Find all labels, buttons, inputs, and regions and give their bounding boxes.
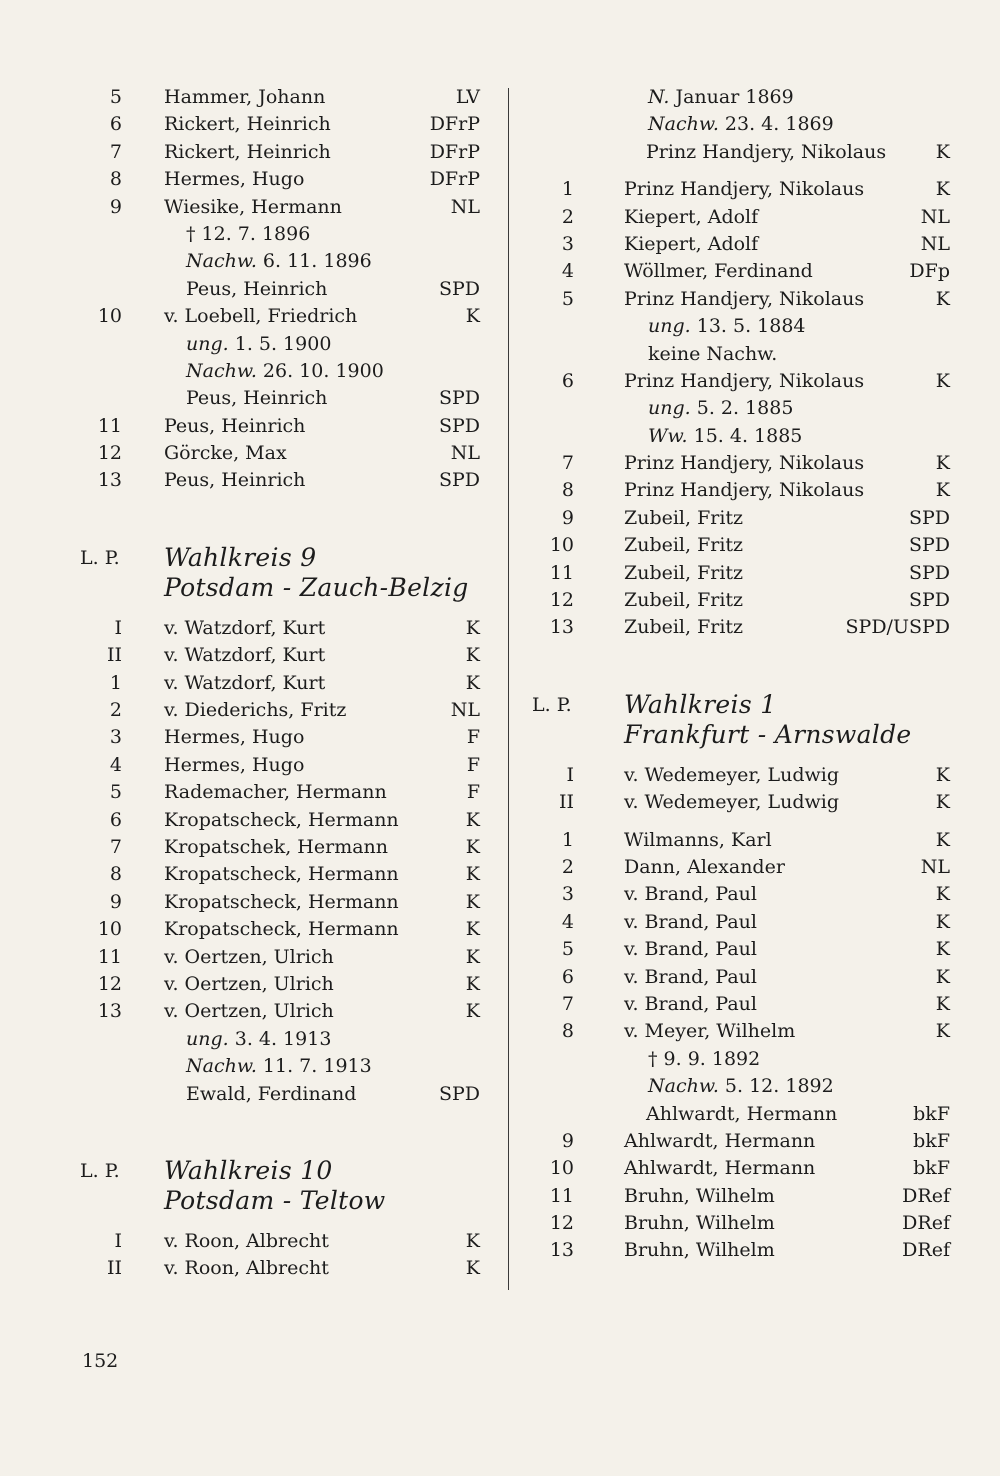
table-row [532, 1073, 950, 1100]
table-row [80, 971, 480, 998]
period-number: 9 [109, 195, 122, 218]
period-number: 11 [549, 561, 574, 584]
deputy-name: Rickert, Heinrich [164, 113, 331, 136]
deputy-name: Hermes, Hugo [164, 168, 305, 191]
constituency-name: Potsdam - Zauch-Belzig [164, 572, 469, 602]
party-label: NL [920, 855, 950, 878]
period-number: 10 [549, 1157, 574, 1180]
successor-name: Ewald, Ferdinand [186, 1082, 357, 1105]
party-label: NL [450, 442, 480, 465]
deputy-name: Prinz Handjery, Nikolaus [624, 287, 865, 310]
party-label: K [935, 883, 950, 906]
table-row [532, 762, 950, 789]
legislative-period-label: L. P. [80, 1159, 120, 1182]
note-abbrev: Nachw. [186, 250, 257, 273]
party-label: SPD [908, 589, 950, 612]
deputy-name: Prinz Handjery, Nikolaus [624, 369, 865, 392]
constituency-heading [80, 541, 480, 575]
constituency-heading [532, 688, 950, 722]
table-row [80, 413, 480, 440]
heading-spacer [80, 1218, 480, 1228]
note-abbrev: N. [648, 86, 670, 108]
party-label: K [935, 828, 950, 851]
table-row [80, 194, 480, 221]
legislative-period-label: L. P. [532, 693, 572, 716]
party-label: K [935, 910, 950, 933]
constituency-heading [80, 1154, 480, 1188]
table-row [80, 670, 480, 697]
deputy-name: Hermes, Hugo [164, 753, 305, 776]
period-number: 11 [549, 1184, 574, 1207]
table-row [532, 1101, 950, 1128]
deputy-name: Bruhn, Wilhelm [624, 1212, 775, 1235]
period-number: 13 [549, 1239, 574, 1262]
table-row [532, 231, 950, 258]
table-row [532, 204, 950, 231]
deputy-name: Prinz Handjery, Nikolaus [624, 479, 865, 502]
note-text: Nachw. 5. 12. 1892 [648, 1075, 834, 1098]
period-number: 12 [549, 1212, 574, 1235]
note-abbrev: ung. [186, 1027, 229, 1050]
note-abbrev: Nachw. [186, 1055, 257, 1078]
deputy-name: Kropatscheck, Hermann [164, 863, 399, 886]
deputy-name: Ahlwardt, Hermann [624, 1129, 816, 1152]
period-number: 8 [109, 863, 122, 886]
note-abbrev: Ww. [648, 424, 688, 447]
deputy-name: v. Meyer, Wilhelm [624, 1020, 796, 1043]
deputy-name: Kropatscheck, Hermann [164, 918, 399, 941]
table-row [80, 440, 480, 467]
table-row [532, 936, 950, 963]
table-row [80, 779, 480, 806]
party-label: F [466, 726, 480, 749]
table-row [532, 84, 950, 111]
period-number: 13 [97, 1000, 122, 1023]
party-label: K [465, 918, 480, 941]
deputy-name: Rademacher, Hermann [164, 781, 387, 804]
party-label: DFrP [429, 140, 480, 163]
constituency-name-row [80, 1184, 480, 1218]
table-row [532, 139, 950, 166]
table-row [532, 505, 950, 532]
note-text: ung. 5. 2. 1885 [648, 397, 794, 420]
deputy-name: Rickert, Heinrich [164, 140, 331, 163]
party-label: DFrP [429, 168, 480, 191]
deputy-name: v. Diederichs, Fritz [164, 699, 347, 722]
successor-name: Peus, Heinrich [186, 277, 328, 300]
constituency-number: Wahlkreis 10 [164, 1155, 333, 1185]
period-number: 13 [97, 469, 122, 492]
period-number: 13 [549, 616, 574, 639]
party-label: NL [920, 205, 950, 228]
table-row [80, 1255, 480, 1282]
table-row [532, 111, 950, 138]
deputy-name: Bruhn, Wilhelm [624, 1239, 775, 1262]
party-label: K [935, 763, 950, 786]
period-number: 11 [97, 414, 122, 437]
deputy-name: v. Watzdorf, Kurt [164, 671, 326, 694]
period-number: 10 [97, 918, 122, 941]
note-text: † 12. 7. 1896 [186, 222, 311, 245]
table-row [80, 139, 480, 166]
note-text: † 9. 9. 1892 [648, 1047, 761, 1070]
deputy-name: Zubeil, Fritz [624, 589, 744, 612]
party-label: K [935, 479, 950, 502]
deputy-name: v. Wedemeyer, Ludwig [624, 763, 840, 786]
period-number: 7 [109, 835, 122, 858]
table-row [80, 331, 480, 358]
party-label: DFrP [429, 113, 480, 136]
party-label: K [935, 287, 950, 310]
period-number: 2 [561, 855, 574, 878]
period-number: 7 [109, 140, 122, 163]
table-row [80, 166, 480, 193]
note-abbrev: ung. [186, 332, 229, 355]
party-label: SPD [438, 414, 480, 437]
successor-name: Ahlwardt, Hermann [646, 1102, 838, 1125]
party-label: F [466, 753, 480, 776]
table-row [80, 303, 480, 330]
table-row [80, 358, 480, 385]
table-row [532, 1046, 950, 1073]
party-label: K [465, 305, 480, 328]
deputy-name: v. Brand, Paul [624, 910, 757, 933]
note-text: Nachw. 26. 10. 1900 [186, 359, 384, 382]
deputy-name: v. Roon, Albrecht [164, 1229, 329, 1252]
table-row [80, 467, 480, 494]
party-label: bkF [913, 1129, 950, 1152]
period-number: 10 [549, 534, 574, 557]
party-label: SPD [908, 561, 950, 584]
deputy-name: Peus, Heinrich [164, 469, 306, 492]
period-number: 5 [109, 86, 122, 108]
deputy-name: Dann, Alexander [624, 855, 785, 878]
table-row [80, 615, 480, 642]
party-label: SPD [908, 506, 950, 529]
period-number: I [566, 763, 574, 786]
table-row [532, 587, 950, 614]
note-text: keine Nachw. [648, 342, 778, 365]
deputy-name: v. Watzdorf, Kurt [164, 616, 326, 639]
table-row [80, 1228, 480, 1255]
table-row [80, 1026, 480, 1053]
table-row [532, 854, 950, 881]
deputy-name: Prinz Handjery, Nikolaus [624, 452, 865, 475]
period-number: 9 [561, 1129, 574, 1152]
note-text: Nachw. 23. 4. 1869 [648, 113, 834, 136]
party-label: K [935, 965, 950, 988]
period-number: 2 [561, 205, 574, 228]
table-row [80, 834, 480, 861]
period-number: 1 [561, 828, 574, 851]
deputy-name: v. Loebell, Friedrich [164, 305, 358, 328]
period-number: 6 [561, 369, 574, 392]
table-row [80, 642, 480, 669]
party-label: K [935, 938, 950, 961]
table-row [80, 752, 480, 779]
period-number: 4 [561, 260, 574, 283]
deputy-name: v. Watzdorf, Kurt [164, 644, 326, 667]
party-label: SPD [438, 387, 480, 410]
deputy-name: Kiepert, Adolf [624, 232, 759, 255]
table-row [532, 909, 950, 936]
table-row [80, 221, 480, 248]
deputy-name: Wilmanns, Karl [624, 828, 772, 851]
table-row [80, 1053, 480, 1080]
deputy-name: Ahlwardt, Hermann [624, 1157, 816, 1180]
table-row [80, 385, 480, 412]
constituency-name: Frankfurt - Arnswalde [624, 719, 912, 749]
table-row [80, 724, 480, 751]
table-row [532, 560, 950, 587]
period-number: 11 [97, 945, 122, 968]
section-gap [80, 495, 480, 535]
party-label: DFp [909, 260, 950, 283]
deputy-name: Peus, Heinrich [164, 414, 306, 437]
period-number: 5 [561, 287, 574, 310]
party-label: bkF [913, 1157, 950, 1180]
table-row [532, 532, 950, 559]
legislative-period-label: L. P. [80, 546, 120, 569]
successor-name: Peus, Heinrich [186, 387, 328, 410]
deputy-name: Hermes, Hugo [164, 726, 305, 749]
section-gap [80, 1108, 480, 1148]
period-number: 8 [561, 1020, 574, 1043]
deputy-name: Kiepert, Adolf [624, 205, 759, 228]
table-row [80, 1081, 480, 1108]
table-row [80, 84, 480, 111]
deputy-name: Hammer, Johann [164, 86, 326, 108]
party-label: K [465, 835, 480, 858]
period-number: II [558, 791, 574, 814]
period-number: II [106, 644, 122, 667]
table-row [532, 1183, 950, 1210]
deputy-name: v. Roon, Albrecht [164, 1257, 329, 1280]
table-row [80, 276, 480, 303]
party-label: NL [450, 699, 480, 722]
table-row [80, 861, 480, 888]
right-column [532, 84, 950, 1265]
period-number: II [106, 1257, 122, 1280]
period-number: 6 [109, 808, 122, 831]
period-number: 8 [109, 168, 122, 191]
table-row [532, 1237, 950, 1264]
note-text: ung. 13. 5. 1884 [648, 315, 806, 338]
section-gap [532, 642, 950, 682]
period-number: 1 [561, 178, 574, 201]
party-label: K [935, 452, 950, 475]
deputy-name: Zubeil, Fritz [624, 506, 744, 529]
party-label: K [465, 890, 480, 913]
deputy-name: Kropatscheck, Hermann [164, 808, 399, 831]
party-label: LV [455, 86, 480, 108]
table-row [532, 1155, 950, 1182]
party-label: K [465, 945, 480, 968]
period-number: I [114, 616, 122, 639]
deputy-name: Wiesike, Hermann [164, 195, 342, 218]
note-abbrev: Nachw. [186, 359, 257, 382]
period-number: 3 [561, 883, 574, 906]
table-row [80, 697, 480, 724]
party-label: K [465, 671, 480, 694]
party-label: K [935, 791, 950, 814]
deputy-name: v. Oertzen, Ulrich [164, 945, 334, 968]
period-number: 5 [561, 938, 574, 961]
period-number: I [114, 1229, 122, 1252]
table-row [532, 176, 950, 203]
party-label: DRef [902, 1212, 950, 1235]
period-number: 12 [97, 972, 122, 995]
party-label: K [465, 616, 480, 639]
table-row [80, 916, 480, 943]
party-label: K [465, 644, 480, 667]
party-label: K [465, 1000, 480, 1023]
period-number: 3 [109, 726, 122, 749]
table-row [532, 1128, 950, 1155]
period-number: 12 [97, 442, 122, 465]
note-abbrev: Nachw. [648, 1075, 719, 1098]
note-abbrev: ung. [648, 397, 691, 420]
party-label: NL [450, 195, 480, 218]
party-label: bkF [913, 1102, 950, 1125]
note-text: Nachw. 6. 11. 1896 [186, 250, 372, 273]
table-row [532, 368, 950, 395]
table-row [80, 944, 480, 971]
deputy-name: Görcke, Max [164, 442, 287, 465]
party-label: K [465, 808, 480, 831]
table-row [532, 1210, 950, 1237]
party-label: F [466, 781, 480, 804]
table-row [532, 964, 950, 991]
table-row [532, 614, 950, 641]
party-label: K [465, 863, 480, 886]
party-label: SPD [438, 277, 480, 300]
deputy-name: Prinz Handjery, Nikolaus [624, 178, 865, 201]
deputy-name: v. Oertzen, Ulrich [164, 1000, 334, 1023]
table-row [532, 395, 950, 422]
table-row [80, 248, 480, 275]
party-label: K [935, 178, 950, 201]
period-number: 8 [561, 479, 574, 502]
period-number: 3 [561, 232, 574, 255]
note-text: Nachw. 11. 7. 1913 [186, 1055, 372, 1078]
table-row [532, 313, 950, 340]
table-row [532, 991, 950, 1018]
period-number: 6 [561, 965, 574, 988]
party-label: K [465, 1229, 480, 1252]
period-number: 9 [561, 506, 574, 529]
page-number: 152 [82, 1350, 119, 1372]
constituency-name-row [80, 571, 480, 605]
note-abbrev: Nachw. [648, 113, 719, 136]
period-number: 7 [561, 992, 574, 1015]
note-text: ung. 1. 5. 1900 [186, 332, 332, 355]
table-row [80, 998, 480, 1025]
deputy-name: v. Brand, Paul [624, 965, 757, 988]
period-number: 5 [109, 781, 122, 804]
deputy-name: Zubeil, Fritz [624, 616, 744, 639]
deputy-name: Kropatschek, Hermann [164, 835, 389, 858]
party-label: K [935, 369, 950, 392]
deputy-name: Wöllmer, Ferdinand [624, 260, 813, 283]
party-label: SPD/USPD [845, 616, 950, 639]
constituency-number: Wahlkreis 1 [624, 689, 777, 719]
note-abbrev: ung. [648, 315, 691, 338]
row-gap [532, 166, 950, 176]
period-number: 7 [561, 452, 574, 475]
table-row [532, 1018, 950, 1045]
successor-name: Prinz Handjery, Nikolaus [646, 140, 887, 163]
period-number: 2 [109, 699, 122, 722]
party-label: NL [920, 232, 950, 255]
period-number: 6 [109, 113, 122, 136]
table-row [532, 286, 950, 313]
constituency-name: Potsdam - Teltow [164, 1185, 386, 1215]
note-text: ung. 3. 4. 1913 [186, 1027, 332, 1050]
note-text: Ww. 15. 4. 1885 [648, 424, 803, 447]
party-label: K [935, 992, 950, 1015]
deputy-name: v. Brand, Paul [624, 992, 757, 1015]
row-gap [532, 817, 950, 827]
party-label: K [465, 1257, 480, 1280]
table-row [80, 807, 480, 834]
period-number: 4 [109, 753, 122, 776]
deputy-name: Zubeil, Fritz [624, 534, 744, 557]
party-label: SPD [438, 469, 480, 492]
party-label: K [465, 972, 480, 995]
period-number: 12 [549, 589, 574, 612]
constituency-number: Wahlkreis 9 [164, 542, 317, 572]
table-row [80, 889, 480, 916]
period-number: 1 [109, 671, 122, 694]
deputy-name: v. Wedemeyer, Ludwig [624, 791, 840, 814]
column-divider [508, 88, 509, 1290]
table-row [532, 827, 950, 854]
party-label: SPD [438, 1082, 480, 1105]
constituency-name-row [532, 718, 950, 752]
party-label: SPD [908, 534, 950, 557]
deputy-name: v. Oertzen, Ulrich [164, 972, 334, 995]
deputy-name: v. Brand, Paul [624, 938, 757, 961]
party-label: DRef [902, 1239, 950, 1262]
table-row [532, 881, 950, 908]
heading-spacer [532, 752, 950, 762]
deputy-name: v. Brand, Paul [624, 883, 757, 906]
table-row [532, 477, 950, 504]
period-number: 4 [561, 910, 574, 933]
party-label: K [935, 140, 950, 163]
party-label: K [935, 1020, 950, 1043]
table-row [80, 111, 480, 138]
table-row [532, 341, 950, 368]
table-row [532, 423, 950, 450]
table-row [532, 450, 950, 477]
period-number: 10 [97, 305, 122, 328]
party-label: DRef [902, 1184, 950, 1207]
period-number: 9 [109, 890, 122, 913]
left-column [80, 84, 480, 1283]
table-row [532, 789, 950, 816]
table-row [532, 258, 950, 285]
deputy-name: Zubeil, Fritz [624, 561, 744, 584]
deputy-name: Bruhn, Wilhelm [624, 1184, 775, 1207]
note-text: N. Januar 1869 [648, 86, 794, 108]
heading-spacer [80, 605, 480, 615]
deputy-name: Kropatscheck, Hermann [164, 890, 399, 913]
